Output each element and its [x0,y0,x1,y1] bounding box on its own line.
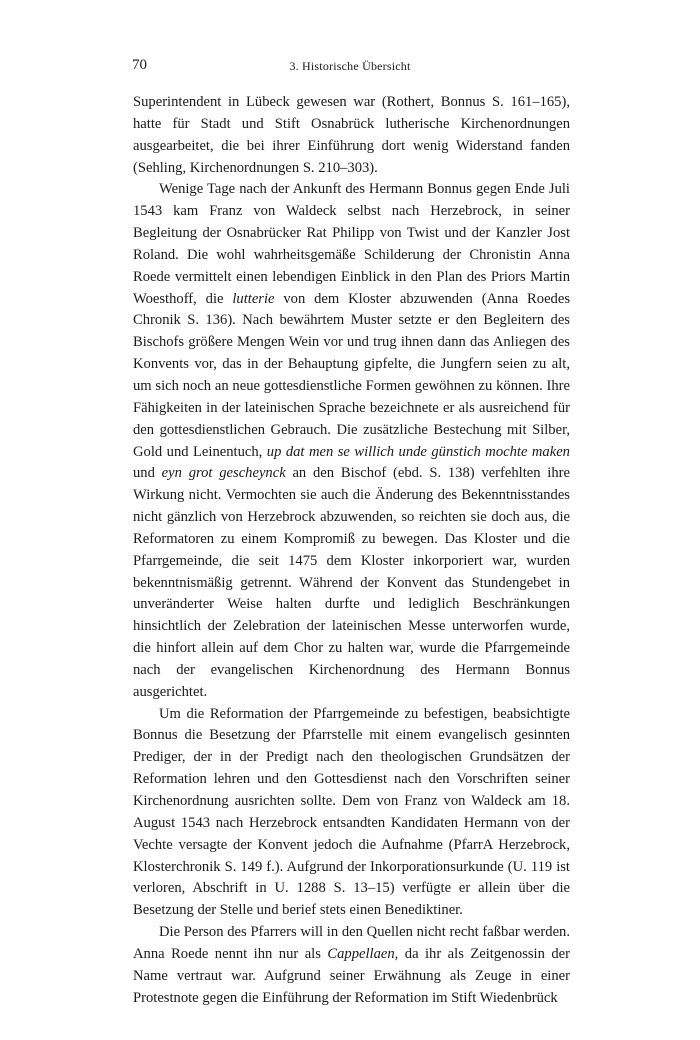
text-segment: Superintendent in Lübeck gewesen war (Rothert, Bonnus S. 161–165), hatte für Stadt und Stift Osnabrück lutherische Kirchenordnungen ausgearbeitet, die bei ihrer Einführung dort wenig Widerstand fanden (Sehling, Kirchenordnungen S. 210–303). [133,94,570,176]
paragraph-4 [133,922,570,1009]
text-segment: Um die Reformation der Pfarrgemeinde zu befestigen, beabsichtigte Bonnus die Besetzung der Pfarrstelle mit einem evangelisch gesinnten Prediger, der in der Predigt nach den theologischen Grundsätzen der Reformation lehren und den Gottesdienst nach den Vorschriften seiner Kirchenordnung ausrichten sollte. Dem von Franz von Waldeck am 18. August 1543 nach Herzebrock entsandten Kandidaten Hermann von der Vechte versagte der Konvent jedoch die Aufnahme (PfarrA Herzebrock, Klosterchronik S. 149 f.). Aufgrund der Inkorporationsurkunde (U. 119 ist verloren, Abschrift in U. 1288 S. 13–15) verfügte er allein über die Besetzung der Stelle und berief stets einen Benediktiner. [133,705,570,919]
text-segment: an den Bischof (ebd. S. 138) verfehlten ihre Wirkung nicht. Vermochten sie auch die Änderung des Bekenntnisstandes nicht gänzlich von Herzebrock abzuwenden, so reichten sie doch aus, die Reformatoren zu einem Kompromiß zu bewegen. Das Kloster und die Pfarrgemeinde, die seit 1475 dem Kloster inkorporiert war, wurden bekenntnismäßig getrennt. Während der Konvent das Stundengebet in unveränderter Weise halten durfte und lediglich Beschränkungen hinsichtlich der Zelebration der lateinischen Messe unterworfen wurde, die hinfort allein auf dem Chor zu halten war, wurde die Pfarrgemeinde nach der evangelischen Kirchenordnung des Hermann Bonnus ausgerichtet. [133,465,570,700]
quoted-term-lutterie: lutterie [232,290,275,307]
text-segment: von dem Kloster abzuwenden (Anna Roedes Chronik S. 136). Nach bewährtem Muster setzte er den Begleitern des Bischofs größere Mengen Wein vor und trug ihnen dann das Anliegen des Konvents vor, das in der Behauptung gipfelte, die Jungfern seien zu alt, um sich noch an neue gottesdienstliche Formen gewöhnen zu können. Ihre Fähigkeiten in der lateinischen Sprache bezeichnete er als ausreichend für den gottesdienstlichen Gebrauch. Die zusätzliche Bestechung mit Silber, Gold und Leinentuch, [133,290,571,460]
running-head: 3. Historische Übersicht [289,59,411,73]
quoted-phrase: up dat men se willich unde günstich mochte maken [266,443,570,460]
page-number: 70 [132,57,147,73]
paragraph-1 [133,92,570,179]
paragraph-2 [133,179,570,703]
text-segment: da ihr als Zeitgenossin der Name vertraut war. Aufgrund seiner Erwähnung als Zeuge in einer Protestnote gegen die Einführung der Reformation im Stift Wiedenbrück [133,945,570,1006]
quoted-term-cappellaen: Cappellaen, [327,945,399,962]
paragraph-3 [133,704,570,922]
text-segment: und [133,465,162,482]
body-text [133,92,570,1009]
quoted-phrase: eyn grot gescheynck [161,465,286,482]
text-segment: Die Person des Pfarrers will in den Quellen nicht recht faßbar werden. Anna Roede nennt ihn nur als [133,924,570,962]
text-segment: Wenige Tage nach der Ankunft des Hermann Bonnus gegen Ende Juli 1543 kam Franz von Waldeck selbst nach Herzebrock, in seiner Begleitung der Osnabrücker Rat Philipp von Twist und der Kanzler Jost Roland. Die wohl wahrheitsgemäße Schilderung der Chronistin Anna Roede vermittelt einen lebendigen Einblick in den Plan des Priors Martin Woesthoff, die [133,181,570,307]
